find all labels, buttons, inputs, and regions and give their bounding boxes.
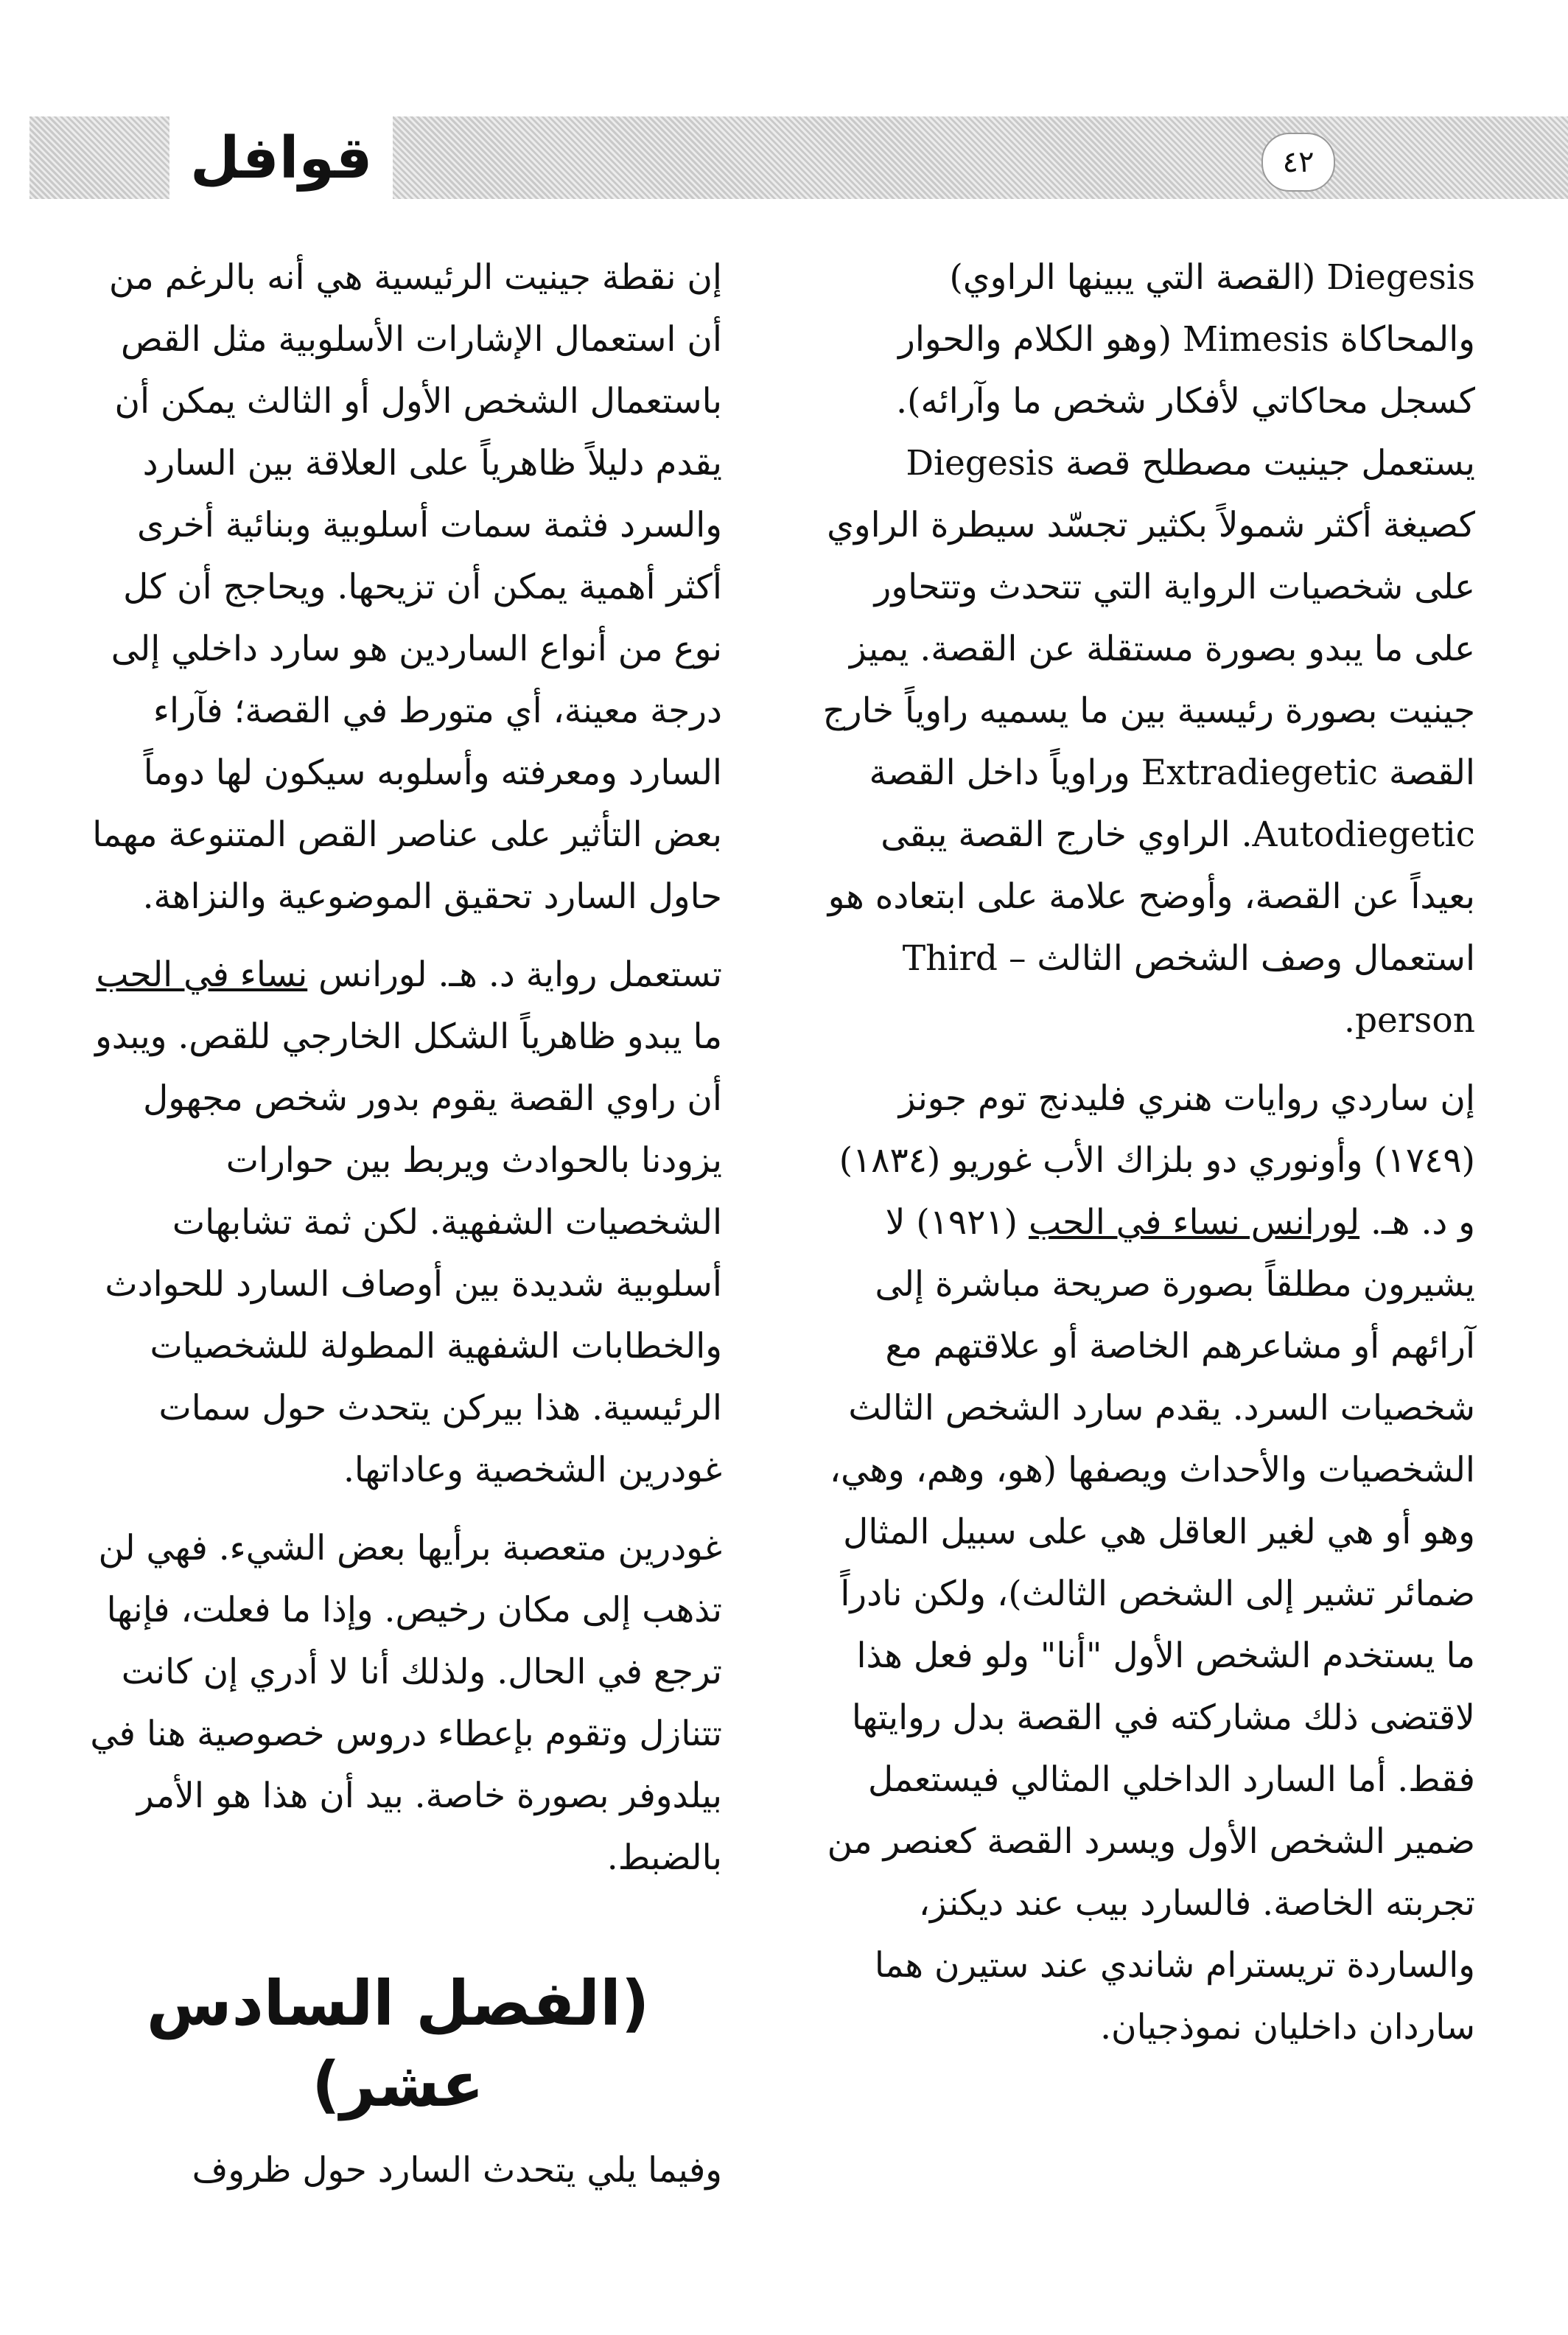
paragraph: وفيما يلي يتحدث السارد حول ظروف <box>192 2150 722 2191</box>
paragraph-text: إن ساردي روايات هنري فليدنج توم جونز (١٧٤٩) وأونوري دو بلزاك الأب غوريو (١٨٣٤) و د. هـ. <box>839 1078 1475 1243</box>
chapter-title: (الفصل السادس عشر) <box>146 1967 650 2121</box>
english-term: Third – person. <box>902 938 1475 1041</box>
paragraph-text: ما يبدو ظاهرياً الشكل الخارجي للقص. ويبدو أن راوي القصة يقوم بدور شخص مجهول يزودنا بالحوادث ويربط بين حوارات الشخصيات الشفهية. لكن ثمة تشابهات أسلوبية شديدة بين أوصاف السارد للحوادث والخطابات الشفهية المطولة للشخصيات الرئيسية. هذا بيركن يتحدث حول سمات غودرين الشخصية وعاداتها. <box>95 1016 722 1490</box>
paragraph: إن نقطة جينيت الرئيسية هي أنه بالرغم من أن استعمال الإشارات الأسلوبية مثل القص باستعمال الشخص الأول أو الثالث يمكن أن يقدم دليلاً ظاهرياً على العلاقة بين السارد والسرد فثمة سمات أسلوبية وبنائية أخرى أكثر أهمية يمكن أن تزيحها. ويحاجج أن كل نوع من أنواع الساردين هو سارد داخلي إلى درجة معينة، أي متورط في القصة؛ فآراء السارد ومعرفته وأسلوبه سيكون لها دوماً بعض التأثير على عناصر القص المتنوعة مهما حاول السارد تحقيق الموضوعية والنزاهة. <box>92 257 722 917</box>
paragraph-text: تستعمل رواية د. هـ. لورانس <box>318 954 722 995</box>
paragraph <box>74 944 722 1501</box>
right-column <box>819 247 1475 2075</box>
paragraph <box>819 247 1475 1052</box>
page-number: ٤٢ <box>1261 133 1335 192</box>
novel-title: لورانس نساء في الحب <box>1028 1202 1360 1243</box>
paragraph-text: Diegesis (القصة التي يبينها الراوي) والمحاكاة Mimesis (وهو الكلام والحوار كسجل محاكاتي لأفكار شخص ما وآرائه). يستعمل جينيت مصطلح قصة Diegesis كصيغة أكثر شمولاً بكثير تجسّد سيطرة الراوي على شخصيات الرواية التي تتحدث وتتحاور على ما يبدو بصورة مستقلة عن القصة. يميز جينيت بصورة رئيسية بين ما يسميه راوياً خارج القصة Extradiegetic وراوياً داخل القصة Autodiegetic. الراوي خارج القصة يبقى بعيداً عن القصة، وأوضح علامة على ابتعاده هو استعمال وصف الشخص الثالث <box>822 257 1475 979</box>
paragraph: غودرين متعصبة برأيها بعض الشيء. فهي لن تذهب إلى مكان رخيص. وإذا ما فعلت، فإنها ترجع في الحال. ولذلك أنا لا أدري إن كانت تتنازل وتقوم بإعطاء دروس خصوصية هنا في بيلدوفر بصورة خاصة. بيد أن هذا هو الأمر بالضبط. <box>90 1528 722 1878</box>
paragraph <box>819 1068 1475 2059</box>
novel-title: نساء في الحب <box>96 954 308 995</box>
magazine-name: قوافل <box>169 111 393 206</box>
left-column <box>74 247 722 2218</box>
paragraph-text: (١٩٢١) لا يشيرون مطلقاً بصورة صريحة مباشرة إلى آرائهم أو مشاعرهم الخاصة أو علاقتهم مع شخصيات السرد. يقدم سارد الشخص الثالث الشخصيات والأحداث ويصفها (هو، وهم، وهي، وهو أو هي لغير العاقل هي على سبيل المثال ضمائر تشير إلى الشخص الثالث)، ولكن نادراً ما يستخدم الشخص الأول "أنا" ولو فعل هذا لاقتضى ذلك مشاركته في القصة بدل روايتها فقط. أما السارد الداخلي المثالي فيستعمل ضمير الشخص الأول ويسرد القصة كعنصر من تجربته الخاصة. فالسارد بيب عند ديكنز، والساردة تريسترام شاندي عند ستيرن هما ساردان داخليان نموذجيان. <box>827 1202 1475 2048</box>
